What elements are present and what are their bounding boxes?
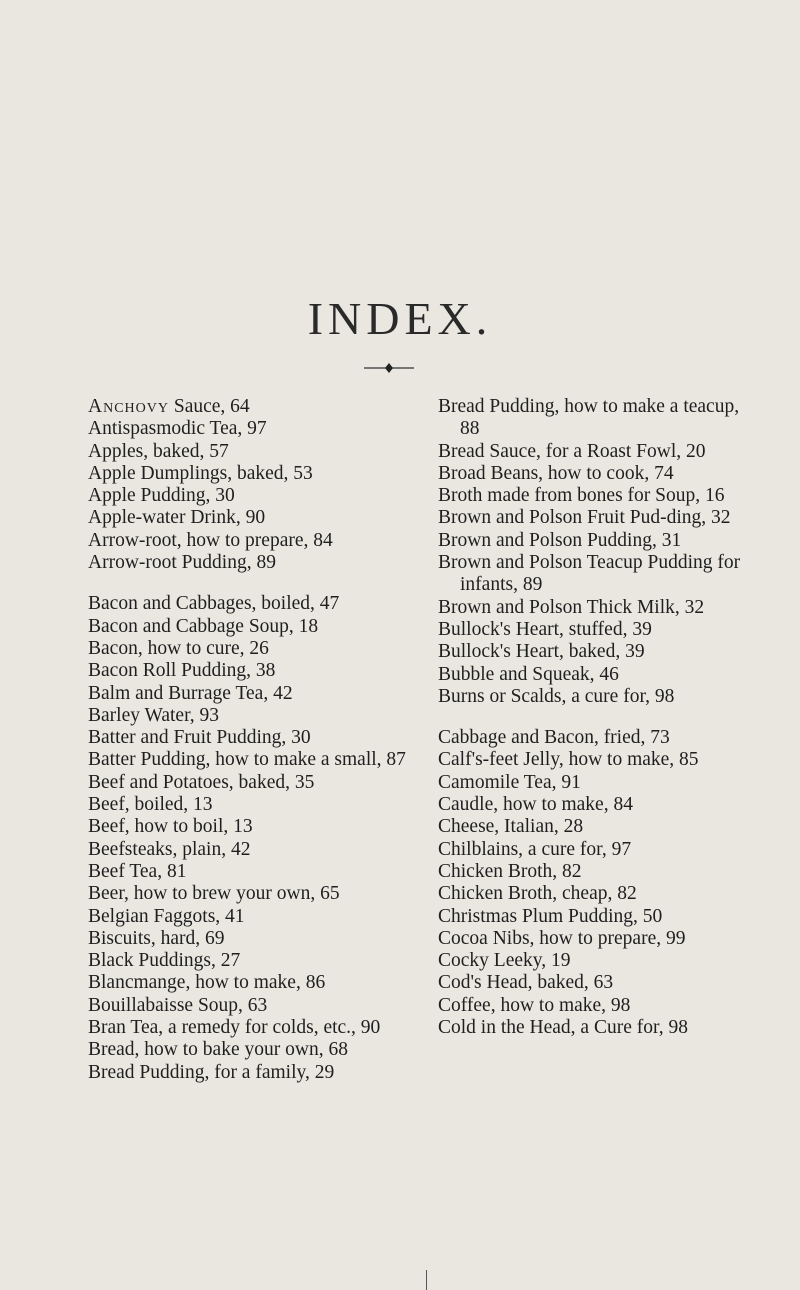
index-entry: Brown and Polson Thick Milk, 32 [438, 596, 705, 618]
index-entry: Biscuits, hard, 69 [88, 927, 225, 949]
index-entry: Bacon and Cabbage Soup, 18 [88, 615, 319, 637]
index-entry: Chicken Broth, 82 [438, 860, 582, 882]
index-entry: Cocky Leeky, 19 [438, 950, 571, 972]
index-entry: Burns or Scalds, a cure for, 98 [438, 685, 675, 707]
index-entry-text: Sauce, 64 [168, 396, 250, 417]
index-entry: Cheese, Italian, 28 [438, 816, 584, 838]
index-entry: Bread Pudding, for a family, 29 [88, 1061, 335, 1083]
index-entry: Black Puddings, 27 [88, 950, 241, 972]
index-entry: Beef Tea, 81 [88, 860, 187, 882]
index-entry: Bacon and Cabbages, boiled, 47 [88, 593, 340, 615]
index-column-left [88, 396, 408, 1084]
index-entry-lead-word: Anchovy [88, 396, 169, 417]
index-entry: Bacon Roll Pudding, 38 [88, 660, 276, 682]
index-entry: Belgian Faggots, 41 [88, 905, 245, 927]
index-entry: Bullock's Heart, stuffed, 39 [438, 618, 652, 640]
index-entry: Cod's Head, baked, 63 [438, 972, 614, 994]
index-entry: Chicken Broth, cheap, 82 [438, 883, 637, 905]
index-entry: Beef and Potatoes, baked, 35 [88, 771, 315, 793]
index-entry: Balm and Burrage Tea, 42 [88, 682, 293, 704]
index-entry: Apple Pudding, 30 [88, 485, 235, 507]
index-entry: Cocoa Nibs, how to prepare, 99 [438, 927, 686, 949]
index-entry: Camomile Tea, 91 [438, 771, 581, 793]
index-entry: Broth made from bones for Soup, 16 [438, 485, 725, 507]
index-entry: Beef, boiled, 13 [88, 794, 213, 816]
index-entry: Bubble and Squeak, 46 [438, 663, 619, 685]
index-entry: Cabbage and Bacon, fried, 73 [438, 727, 670, 749]
index-entry: Batter Pudding, how to make a small, 87 [88, 749, 406, 771]
column-divider [426, 1270, 427, 1290]
index-column-right [438, 396, 758, 1039]
index-entry: Beef, how to boil, 13 [88, 816, 253, 838]
index-entry: Bran Tea, a remedy for colds, etc., 90 [88, 1017, 381, 1039]
index-entry: Arrow-root Pudding, 89 [88, 552, 276, 574]
rule-diamond-icon [364, 362, 414, 374]
index-entry: Bread Sauce, for a Roast Fowl, 20 [438, 440, 706, 462]
index-entry: Bacon, how to cure, 26 [88, 637, 269, 659]
index-entry: Christmas Plum Pudding, 50 [438, 905, 663, 927]
index-entry: Arrow-root, how to prepare, 84 [88, 529, 333, 551]
index-entry: Brown and Polson Teacup Pudding for infants, 89 [438, 552, 741, 596]
index-entry: Blancmange, how to make, 86 [88, 972, 326, 994]
index-entry: Broad Beans, how to cook, 74 [438, 462, 674, 484]
index-entry: Apple Dumplings, baked, 53 [88, 462, 313, 484]
index-entry: Cold in the Head, a Cure for, 98 [438, 1017, 688, 1039]
index-entry: Bullock's Heart, baked, 39 [438, 641, 645, 663]
index-entry: Batter and Fruit Pudding, 30 [88, 727, 311, 749]
index-entry: Bouillabaisse Soup, 63 [88, 994, 268, 1016]
index-entry: Barley Water, 93 [88, 704, 220, 726]
index-entry: Brown and Polson Fruit Pud-ding, 32 [438, 507, 731, 529]
index-entry: Bread Pudding, how to make a teacup, 88 [438, 396, 740, 440]
index-entry: Apples, baked, 57 [88, 440, 229, 462]
index-entry: Beer, how to brew your own, 65 [88, 883, 340, 905]
index-entry: Antispasmodic Tea, 97 [88, 418, 267, 440]
index-entry: Bread, how to bake your own, 68 [88, 1039, 348, 1061]
index-entry: Beefsteaks, plain, 42 [88, 838, 251, 860]
index-entry: Brown and Polson Pudding, 31 [438, 529, 682, 551]
index-entry: Coffee, how to make, 98 [438, 994, 631, 1016]
index-entry [88, 396, 408, 418]
index-entry: Caudle, how to make, 84 [438, 794, 633, 816]
index-entry: Apple-water Drink, 90 [88, 507, 266, 529]
index-entry: Calf's-feet Jelly, how to make, 85 [438, 749, 699, 771]
page-title: INDEX. [307, 293, 493, 344]
index-entry: Chilblains, a cure for, 97 [438, 838, 632, 860]
